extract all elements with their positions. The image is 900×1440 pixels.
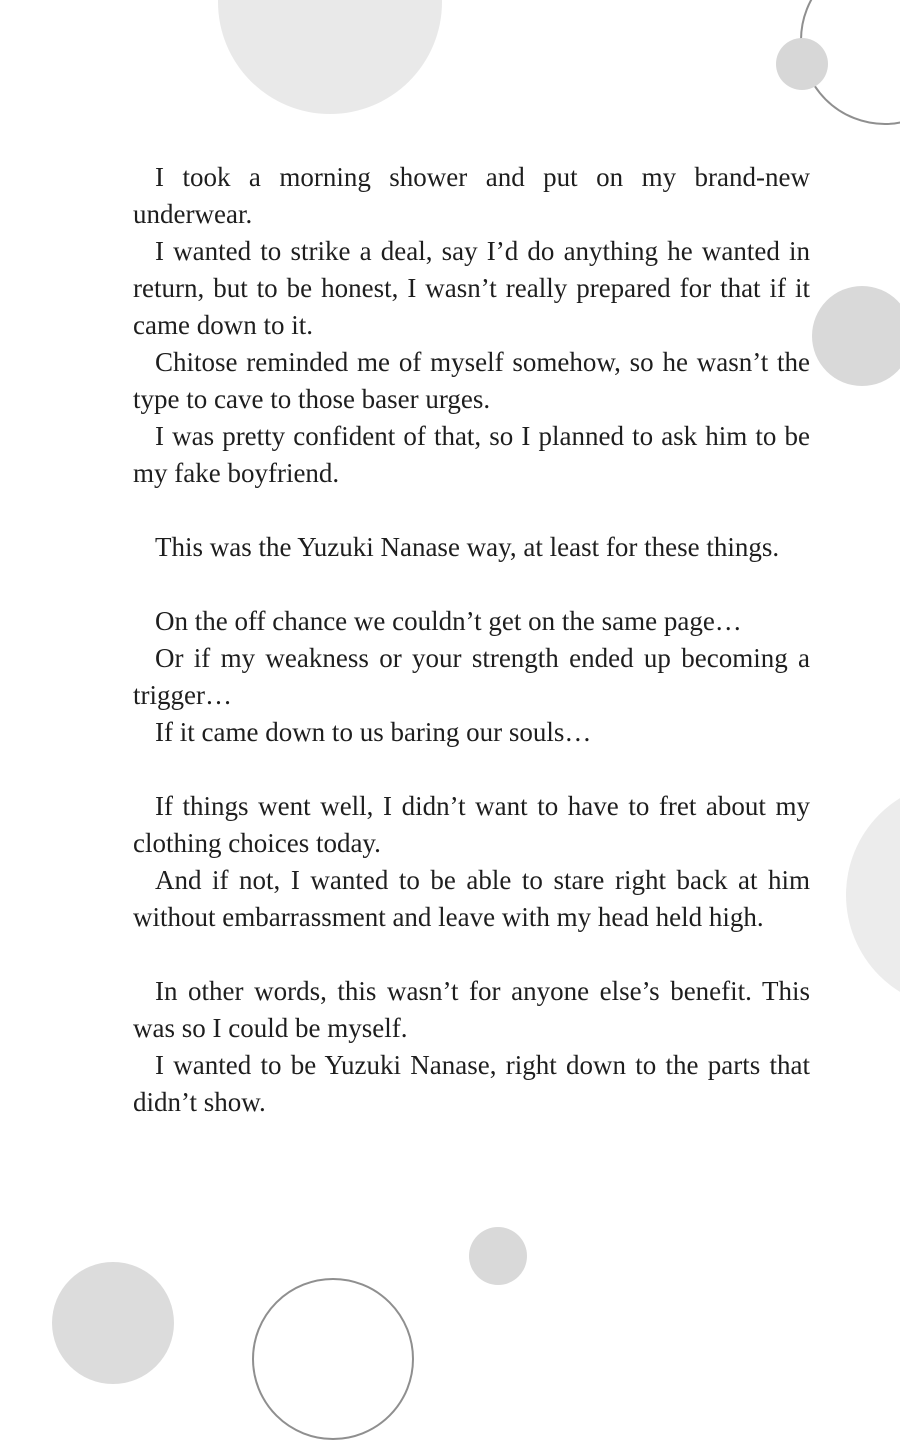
paragraph-group <box>133 529 810 566</box>
decorative-circle-right-lower <box>846 781 900 1009</box>
paragraph: In other words, this wasn’t for anyone else’s benefit. This was so I could be myself. <box>133 976 810 1043</box>
decorative-circle-top-right-dot <box>776 38 828 90</box>
paragraph-group <box>133 788 810 936</box>
decorative-circle-bottom-dot <box>469 1227 527 1285</box>
paragraph: On the off chance we couldn’t get on the same page… <box>155 606 742 636</box>
paragraph-group <box>133 603 810 751</box>
paragraph: I wanted to strike a deal, say I’d do anything he wanted in return, but to be honest, I wasn’t really prepared for that if it came down to it. <box>133 236 810 340</box>
decorative-circle-bottom-left <box>52 1262 174 1384</box>
paragraph: If things went well, I didn’t want to have to fret about my clothing choices today. <box>133 791 810 858</box>
paragraph: Chitose reminded me of myself somehow, so he wasn’t the type to cave to those baser urges. <box>133 347 810 414</box>
paragraph: I was pretty confident of that, so I planned to ask him to be my fake boyfriend. <box>133 421 810 488</box>
paragraph-group <box>133 159 810 492</box>
decorative-circle-top-center <box>218 0 442 114</box>
page-text <box>133 159 810 1121</box>
decorative-circle-bottom-ring <box>252 1278 414 1440</box>
paragraph: Or if my weakness or your strength ended up becoming a trigger… <box>133 643 810 710</box>
paragraph-group <box>133 973 810 1121</box>
paragraph: I took a morning shower and put on my brand-new underwear. <box>133 162 810 229</box>
paragraph: And if not, I wanted to be able to stare right back at him without embarrassment and leave with my head held high. <box>133 865 810 932</box>
decorative-circle-right-middle <box>812 286 900 386</box>
paragraph: If it came down to us baring our souls… <box>155 717 592 747</box>
paragraph: This was the Yuzuki Nanase way, at least for these things. <box>155 532 780 562</box>
paragraph: I wanted to be Yuzuki Nanase, right down to the parts that didn’t show. <box>133 1050 810 1117</box>
